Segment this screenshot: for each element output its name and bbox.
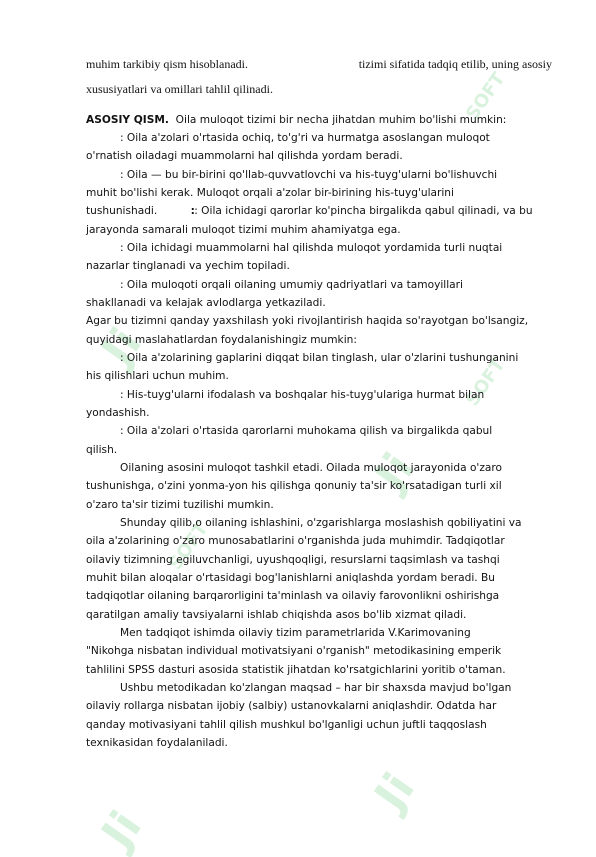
paragraph-line: his qilishlari uchun muhim.: [86, 370, 229, 382]
paragraph-line: : Oila ichidagi muammolarni hal qilishda muloqot yordamida turli nuqtai: [120, 242, 503, 254]
paragraph-line: o'zaro ta'sir tizimi tuzilishi mumkin.: [86, 499, 274, 511]
paragraph-line: qanday motivasiyani tahlil qilish mushkul bo'lganligi uchun juftli taqqoslash: [86, 719, 487, 731]
paragraph-line: o'rnatish oiladagi muammolarni hal qilishda yordam beradi.: [86, 150, 403, 162]
paragraph-line: : His-tuyg'ularni ifodalash va boshqalar his-tuyg'ulariga hurmat bilan: [120, 389, 485, 401]
paragraph-line: nazarlar tinglanadi va yechim topiladi.: [86, 260, 290, 272]
paragraph-line: Men tadqiqot ishimda oilaviy tizim parametrlarida V.Karimovaning: [120, 627, 471, 639]
paragraph-line: qaratilgan amaliy tavsiyalarni ishlab chiqishda asos bo'lib xizmat qiladi.: [86, 609, 467, 621]
paragraph-line: : Oila a'zolarining gaplarini diqqat bilan tinglash, ular o'zlarini tushunganini: [120, 352, 519, 364]
paragraph-line: quyidagi maslahatlardan foydalanishingiz mumkin:: [86, 334, 357, 346]
paragraph-line: yondashish.: [86, 407, 150, 419]
paragraph-line: tushunishadi. : : Oila ichidagi qarorlar ko'pincha birgalikda qabul qilinadi, va bu: [86, 205, 533, 217]
watermark-mark: Ji: [365, 764, 425, 820]
paragraph-line: qilish.: [86, 444, 118, 456]
paragraph-line: jarayonda samarali muloqot tizimi muhim ahamiyatga ega.: [86, 224, 401, 236]
paragraph-line: Oilaning asosini muloqot tashkil etadi. Oilada muloqot jarayonida o'zaro: [120, 462, 502, 474]
watermark-mark: Ji: [92, 319, 152, 375]
paragraph-line: "Nikohga nisbatan individual motivatsiyani o'rganish" metodikasining emperik: [86, 645, 502, 657]
paragraph-line: ASOSIY QISM. Oila muloqot tizimi bir necha jihatdan muhim bo'lishi mumkin:: [86, 114, 507, 126]
paragraph-line: muhit bo'lishi kerak. Muloqot orqali a'zolar bir-birining his-tuyg'ularini: [86, 187, 454, 199]
watermark-mark: Ji: [365, 444, 425, 500]
header-line-left: muhim tarkibiy qism hisoblanadi.: [86, 57, 248, 71]
paragraph-line: : Oila — bu bir-birini qo'llab-quvvatlovchi va his-tuyg'ularni bo'lishuvchi: [120, 169, 498, 181]
paragraph-line: : Oila a'zolari o'rtasida ochiq, to'g'ri va hurmatga asoslangan muloqot: [120, 132, 490, 144]
paragraph-line: oila a'zolarining o'zaro munosabatlarini o'rganishda juda muhimdir. Tadqiqotlar: [86, 535, 505, 547]
header-line-1: [86, 55, 552, 73]
paragraph-line: Ushbu metodikadan ko'zlangan maqsad – har bir shaxsda mavjud bo'lgan: [120, 682, 512, 694]
paragraph-line: shakllanadi va kelajak avlodlarga yetkaziladi.: [86, 297, 326, 309]
watermark-text: SOFT: [462, 68, 510, 125]
paragraph-line: tushunishga, o'zini yonma-yon his qilishga qonuniy ta'sir ko'rsatadigan turli xil: [86, 480, 502, 492]
watermark-mark: Ji: [92, 802, 152, 857]
watermark-text: SOFT: [462, 354, 510, 411]
paragraph-line: texnikasidan foydalaniladi.: [86, 737, 228, 749]
watermark-text: SOFT: [165, 518, 213, 575]
paragraph-line: tadqiqotlar oilaning barqarorligini ta'minlash va oilaviy farovonlikni oshirishga: [86, 590, 500, 602]
paragraph-line: Shunday qilib,o oilaning ishlashini, o'zgarishlarga moslashish qobiliyatini va: [120, 517, 522, 529]
paragraph-line: tahlilini SPSS dasturi asosida statistik jihatdan ko'rsatgichlarini yoritib o'taman.: [86, 664, 506, 676]
paragraph-line: oilaviy rollarga nisbatan ijobiy (salbiy) ustanovkalarni aniqlashdir. Odatda har: [86, 700, 497, 712]
section-heading: ASOSIY QISM.: [86, 114, 169, 126]
paragraph-line: : Oila a'zolari o'rtasida qarorlarni muhokama qilish va birgalikda qabul: [120, 425, 493, 437]
paragraph-line: muhit bilan aloqalar o'rtasidagi bog'lanishlarni aniqlashda yordam beradi. Bu: [86, 572, 496, 584]
paragraph-line: oilaviy tizimning egiluvchanligi, uyushqoqligi, resurslarni taqsimlash va tashqi: [86, 554, 500, 566]
header-line-right: tizimi sifatida tadqiq etilib, uning asosiy: [358, 57, 552, 71]
paragraph-line: : Oila muloqoti orqali oilaning umumiy qadriyatlari va tamoyillari: [120, 279, 463, 291]
header-line-2: xususiyatlari va omillari tahlil qilinadi.: [86, 82, 273, 96]
paragraph-line: Agar bu tizimni qanday yaxshilash yoki rivojlantirish haqida so'rayotgan bo'lsangiz,: [86, 315, 529, 327]
